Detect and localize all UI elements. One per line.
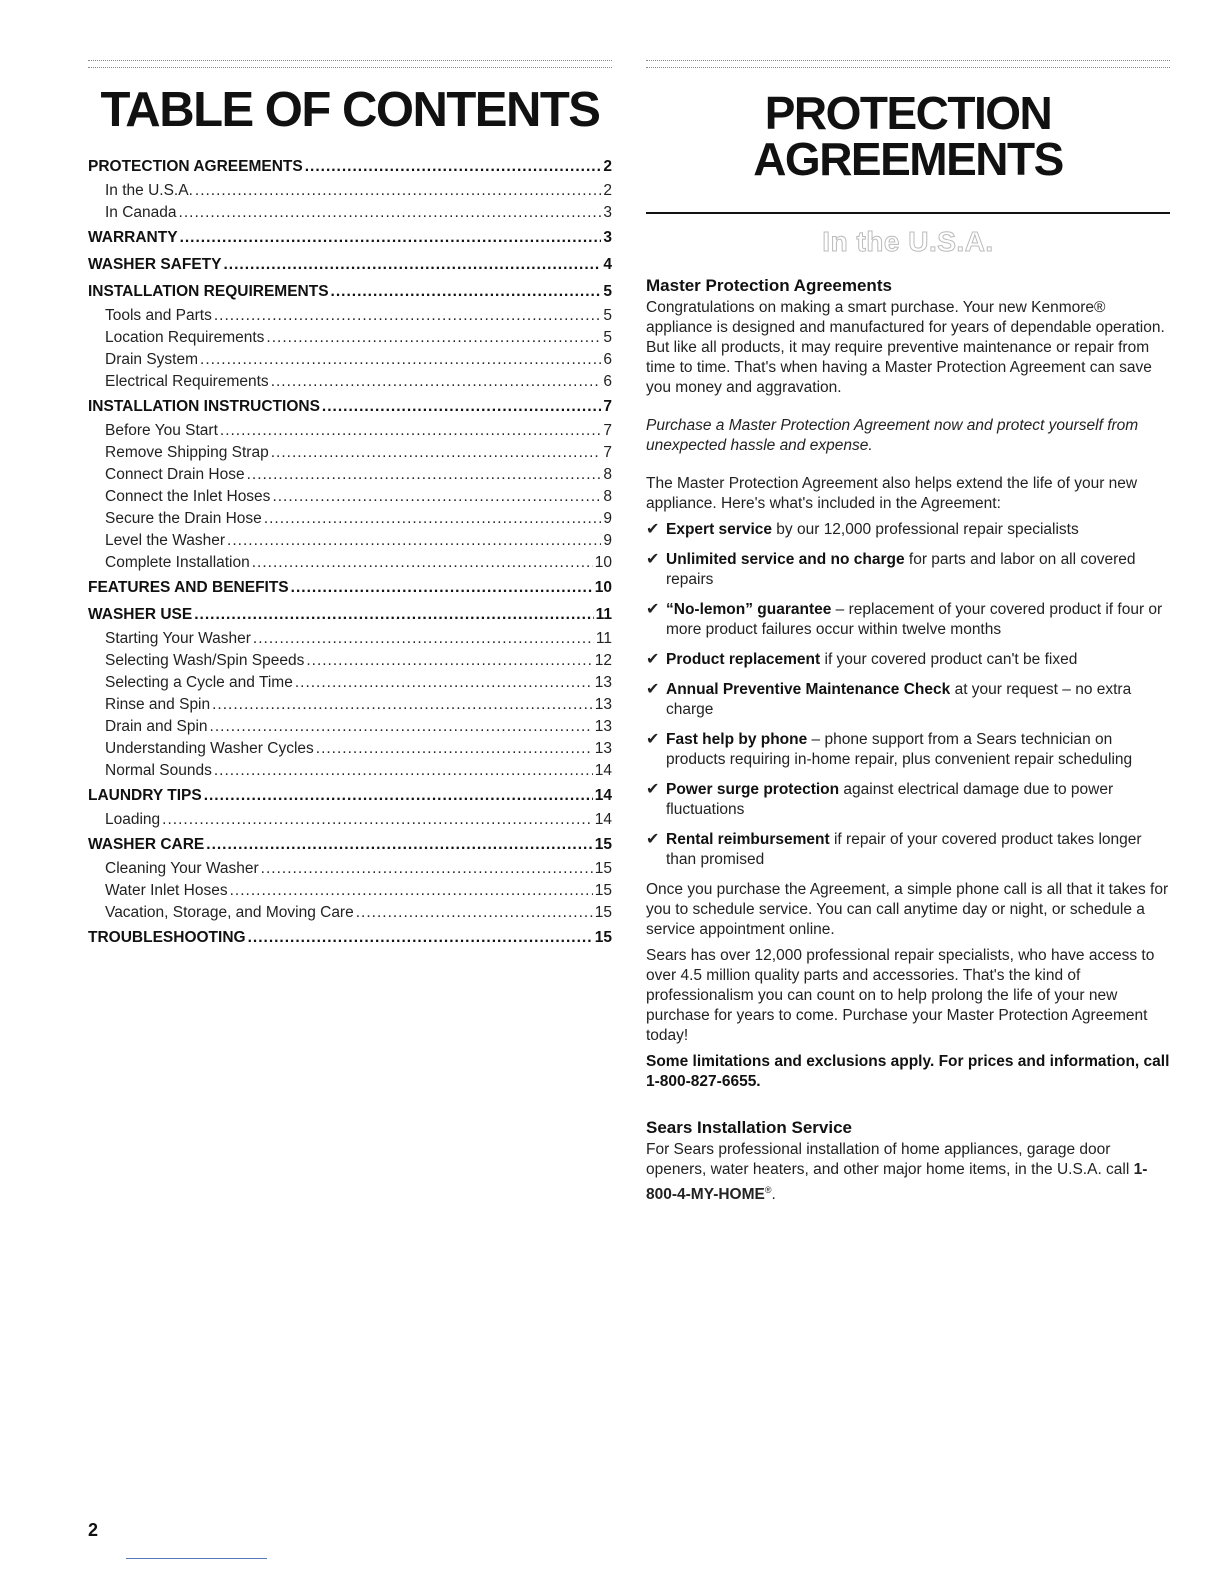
benefit-bold: Expert service	[666, 521, 772, 538]
toc-entry-page: 3	[603, 229, 612, 246]
toc-entry	[88, 532, 612, 554]
toc-leader-dots	[200, 351, 601, 369]
benefit-bold: Power surge protection	[666, 781, 840, 798]
toc-entry-label: INSTALLATION INSTRUCTIONS	[88, 398, 320, 415]
toc-entry-page: 10	[594, 579, 612, 596]
benefit-bold: Product replacement	[666, 651, 821, 668]
benefit-bold: Annual Preventive Maintenance Check	[666, 681, 951, 698]
benefit-bold: Rental reimbursement	[666, 831, 830, 848]
region-heading: In the U.S.A.	[822, 226, 994, 257]
protection-agreements-column	[646, 60, 1170, 1205]
benefit-text	[666, 680, 1170, 720]
toc-entry	[88, 466, 612, 488]
toc-entry-page: 8	[603, 488, 612, 505]
toc-entry-page: 15	[594, 882, 612, 899]
toc-entry-page: 11	[595, 630, 612, 647]
checkmark-icon: ✔	[646, 601, 660, 618]
benefit-text	[666, 650, 1170, 670]
install-end: .	[771, 1186, 776, 1204]
checkmark-icon: ✔	[646, 681, 660, 698]
benefit-item	[646, 680, 1170, 720]
toc-leader-dots	[253, 630, 594, 648]
toc-entry-page: 14	[594, 811, 612, 828]
toc-leader-dots	[295, 674, 593, 692]
toc-entry-label: Connect Drain Hose	[105, 466, 245, 483]
install-text: For Sears professional installation of home appliances, garage door openers, water heaters, and other major home items, in the U.S.A. call	[646, 1141, 1134, 1178]
toc-entry	[88, 398, 612, 422]
benefit-text	[666, 600, 1170, 640]
toc-entry-label: Drain and Spin	[105, 718, 208, 735]
toc-leader-dots	[162, 811, 593, 829]
top-dotted-rule-right	[646, 60, 1170, 68]
toc-entry-label: Loading	[105, 811, 161, 828]
checkmark-icon: ✔	[646, 521, 660, 538]
toc-entry	[88, 444, 612, 466]
section-title	[646, 87, 1170, 185]
toc-entry-page: 10	[594, 554, 612, 571]
toc-entry-page: 8	[603, 466, 612, 483]
toc-leader-dots	[247, 466, 602, 484]
toc-entry-label: Cleaning Your Washer	[105, 860, 259, 877]
toc-entry-page: 15	[594, 836, 612, 853]
toc-leader-dots	[272, 488, 601, 506]
toc-entry-page: 5	[603, 307, 612, 324]
italic-note: Purchase a Master Protection Agreement now and protect yourself from unexpected hassle and expense.	[646, 417, 1139, 454]
toc-leader-dots	[271, 444, 602, 462]
page-number: 2	[88, 1520, 99, 1540]
toc-entry-page: 6	[603, 351, 612, 368]
master-protection-heading: Master Protection Agreements	[646, 276, 892, 295]
toc-entry	[88, 329, 612, 351]
benefit-text	[666, 730, 1170, 770]
toc-entry-page: 7	[603, 444, 612, 461]
toc-entry-label: PROTECTION AGREEMENTS	[88, 158, 303, 175]
registered-mark: ®	[764, 1185, 772, 1195]
intro-paragraph: Congratulations on making a smart purchase. Your new Kenmore® appliance is designed and manufactured for years of dependable operation. But like all products, it may require preventive maintenance or repair from time to time. That's when having a Master Protection Agreement can save you money and aggravation.	[646, 299, 1165, 396]
toc-leader-dots	[356, 904, 593, 922]
once-paragraph: Once you purchase the Agreement, a simple phone call is all that it takes for you to schedule service. You can call anytime day or night, or schedule a service appointment online.	[646, 881, 1169, 938]
checkmark-icon: ✔	[646, 731, 660, 748]
toc-entry-label: Secure the Drain Hose	[105, 510, 262, 527]
toc-leader-dots	[316, 740, 593, 758]
benefit-rest: if repair of your covered product takes longer than promised	[666, 831, 1142, 868]
toc-leader-dots	[306, 652, 592, 670]
toc-entry	[88, 422, 612, 444]
toc-entry-page: 7	[603, 398, 612, 415]
toc-entry-page: 14	[594, 787, 612, 804]
toc-entry	[88, 229, 612, 253]
toc-entry	[88, 652, 612, 674]
toc-entry-label: WASHER CARE	[88, 836, 205, 853]
toc-entry-page: 3	[603, 204, 612, 221]
toc-entry	[88, 787, 612, 811]
toc-entry	[88, 158, 612, 182]
toc-entry-label: WASHER SAFETY	[88, 256, 222, 273]
benefit-bold: Unlimited service and no charge	[666, 551, 905, 568]
benefit-item	[646, 650, 1170, 670]
toc-entry-page: 15	[594, 929, 612, 946]
toc-entry-page: 11	[595, 606, 612, 623]
benefit-text	[666, 550, 1170, 590]
toc-entry-page: 4	[603, 256, 612, 273]
toc-entry-page: 15	[594, 904, 612, 921]
toc-entry-label: Understanding Washer Cycles	[105, 740, 314, 757]
benefit-item	[646, 550, 1170, 590]
toc-leader-dots	[271, 373, 602, 391]
toc-entry	[88, 256, 612, 280]
toc-entry-label: Electrical Requirements	[105, 373, 269, 390]
toc-entry-page: 15	[594, 860, 612, 877]
benefit-item	[646, 730, 1170, 770]
toc-entry-page: 14	[594, 762, 612, 779]
installation-service-heading: Sears Installation Service	[646, 1118, 852, 1137]
toc-leader-dots	[179, 204, 602, 222]
toc-leader-dots	[305, 158, 602, 176]
toc-entry-label: Before You Start	[105, 422, 218, 439]
toc-entry	[88, 762, 612, 784]
toc-entry-label: Rinse and Spin	[105, 696, 211, 713]
toc-leader-dots	[210, 718, 593, 736]
toc-entry-label: Level the Washer	[105, 532, 226, 549]
toc-entry-label: Vacation, Storage, and Moving Care	[105, 904, 354, 921]
benefit-rest: – phone support from a Sears technician on products requiring in-home repair, plus convenient repair scheduling	[666, 731, 1133, 768]
toc-entry	[88, 204, 612, 226]
toc-entry-label: Starting Your Washer	[105, 630, 251, 647]
toc-leader-dots	[204, 787, 593, 805]
benefit-rest: at your request – no extra charge	[666, 681, 1132, 718]
toc-entry	[88, 674, 612, 696]
toc-entry-page: 5	[603, 283, 612, 300]
top-dotted-rule	[88, 60, 612, 68]
toc-entry-label: Connect the Inlet Hoses	[105, 488, 271, 505]
benefit-item	[646, 830, 1170, 870]
toc-entry	[88, 373, 612, 395]
benefit-item	[646, 600, 1170, 640]
toc-entry-page: 13	[594, 718, 612, 735]
toc-entry	[88, 307, 612, 329]
toc-entry-label: WARRANTY	[88, 229, 178, 246]
toc-entry	[88, 510, 612, 532]
table-of-contents-column	[88, 60, 612, 953]
sears-paragraph: Sears has over 12,000 professional repair specialists, who have access to over 4.5 million quality parts and accessories. That's the kind of professionalism you can count on to help prolong the life of your new purchase for years to come. Purchase your Master Protection Agreement today!	[646, 947, 1155, 1044]
footer-line	[126, 1558, 267, 1559]
toc-entry-label: Tools and Parts	[105, 307, 212, 324]
toc-entry-page: 9	[603, 510, 612, 527]
toc-entry	[88, 740, 612, 762]
included-intro: The Master Protection Agreement also helps extend the life of your new appliance. Here's what's included in the Agreement:	[646, 475, 1138, 512]
toc-leader-dots	[266, 329, 601, 347]
toc-entry-label: WASHER USE	[88, 606, 193, 623]
section-title-line2: AGREEMENTS	[753, 133, 1063, 185]
toc-leader-dots	[230, 882, 593, 900]
toc-entry	[88, 718, 612, 740]
toc-entry	[88, 182, 612, 204]
toc-leader-dots	[206, 836, 592, 854]
toc-entry	[88, 488, 612, 510]
toc-entry	[88, 283, 612, 307]
toc-entry	[88, 882, 612, 904]
toc-entry-page: 2	[603, 182, 612, 199]
benefit-text	[666, 780, 1170, 820]
installation-service-text	[646, 1140, 1170, 1205]
benefit-rest: by our 12,000 professional repair specialists	[772, 521, 1079, 538]
toc-entry	[88, 904, 612, 926]
benefit-rest: if your covered product can't be fixed	[820, 651, 1078, 668]
benefit-bold: “No-lemon” guarantee	[666, 601, 832, 618]
checkmark-icon: ✔	[646, 651, 660, 668]
toc-entry-page: 13	[594, 674, 612, 691]
toc-entry-label: Selecting Wash/Spin Speeds	[105, 652, 305, 669]
toc-entry-label: Complete Installation	[105, 554, 250, 571]
benefit-list	[646, 520, 1170, 870]
toc-leader-dots	[227, 532, 601, 550]
toc-entry-page: 13	[594, 696, 612, 713]
toc-entry-label: Selecting a Cycle and Time	[105, 674, 293, 691]
benefit-rest: against electrical damage due to power fluctuations	[666, 781, 1114, 818]
install-phone: 1-800-4-MY-HOME	[646, 1161, 1148, 1204]
toc-entry-label: Location Requirements	[105, 329, 265, 346]
toc-entry-page: 5	[603, 329, 612, 346]
toc-entry-label: FEATURES AND BENEFITS	[88, 579, 289, 596]
benefit-item	[646, 520, 1170, 540]
benefit-item	[646, 780, 1170, 820]
toc-entry-label: Water Inlet Hoses	[105, 882, 228, 899]
toc-leader-dots	[180, 229, 602, 247]
toc-leader-dots	[212, 696, 593, 714]
toc-list	[88, 158, 612, 953]
benefit-text	[666, 830, 1170, 870]
toc-entry-page: 7	[603, 422, 612, 439]
toc-leader-dots	[252, 554, 593, 572]
checkmark-icon: ✔	[646, 781, 660, 798]
toc-leader-dots	[331, 283, 602, 301]
toc-leader-dots	[220, 422, 601, 440]
toc-leader-dots	[194, 606, 593, 624]
benefit-rest: – replacement of your covered product if four or more product failures occur within twelve months	[666, 601, 1163, 638]
toc-entry-label: In Canada	[105, 204, 177, 221]
toc-entry	[88, 554, 612, 576]
toc-entry	[88, 630, 612, 652]
toc-entry	[88, 929, 612, 953]
toc-entry-page: 2	[603, 158, 612, 175]
toc-entry	[88, 606, 612, 630]
benefit-bold: Fast help by phone	[666, 731, 808, 748]
benefit-rest: for parts and labor on all covered repairs	[666, 551, 1136, 588]
toc-entry	[88, 579, 612, 603]
checkmark-icon: ✔	[646, 831, 660, 848]
benefit-text	[666, 520, 1170, 540]
toc-entry-label: In the U.S.A.	[105, 182, 193, 199]
toc-entry-label: INSTALLATION REQUIREMENTS	[88, 283, 329, 300]
toc-entry-label: Drain System	[105, 351, 199, 368]
toc-leader-dots	[322, 398, 601, 416]
toc-entry-label: Normal Sounds	[105, 762, 212, 779]
limitations-note: Some limitations and exclusions apply. For prices and information, call 1-800-827-6655.	[646, 1053, 1170, 1090]
toc-leader-dots	[291, 579, 593, 597]
toc-entry-page: 6	[603, 373, 612, 390]
toc-entry-page: 9	[603, 532, 612, 549]
section-title-line1: PROTECTION	[764, 87, 1052, 139]
toc-entry	[88, 811, 612, 833]
checkmark-icon: ✔	[646, 551, 660, 568]
toc-title: TABLE OF CONTENTS	[100, 83, 600, 137]
toc-leader-dots	[195, 182, 601, 200]
toc-leader-dots	[264, 510, 602, 528]
toc-entry-page: 12	[594, 652, 612, 669]
toc-leader-dots	[248, 929, 593, 947]
toc-entry	[88, 351, 612, 373]
toc-leader-dots	[261, 860, 593, 878]
toc-entry-label: LAUNDRY TIPS	[88, 787, 202, 804]
toc-leader-dots	[214, 307, 602, 325]
toc-entry-label: Remove Shipping Strap	[105, 444, 269, 461]
toc-entry	[88, 836, 612, 860]
toc-leader-dots	[223, 256, 601, 274]
toc-entry-page: 13	[594, 740, 612, 757]
toc-leader-dots	[214, 762, 593, 780]
toc-entry	[88, 696, 612, 718]
toc-entry	[88, 860, 612, 882]
title-divider	[646, 212, 1170, 214]
toc-entry-label: TROUBLESHOOTING	[88, 929, 246, 946]
